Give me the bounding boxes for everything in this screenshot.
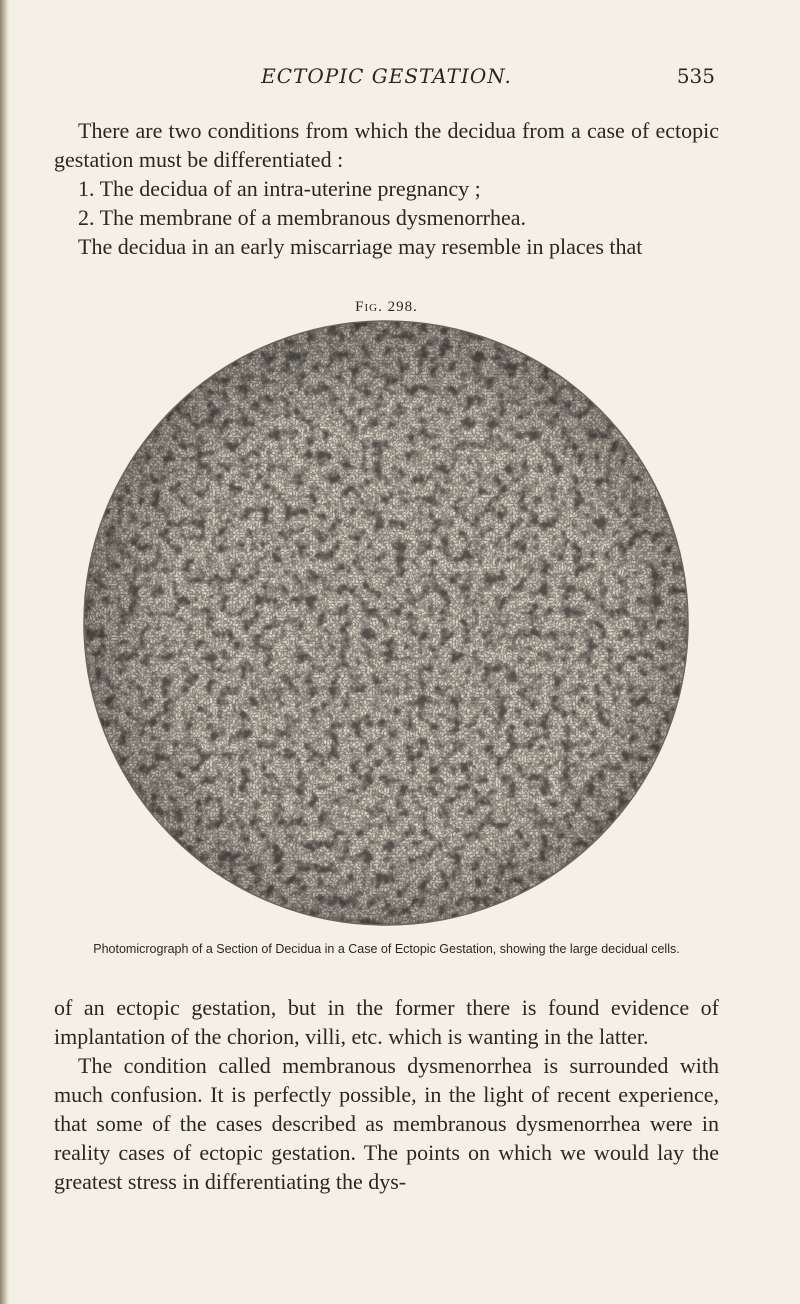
paragraph-continuation: of an ectopic gestation, but in the former there is found evidence of implantation of the chorion, villi, etc. which is wanting in the latter. (54, 995, 719, 1049)
body-text (54, 993, 719, 1196)
page-gutter (0, 0, 9, 1304)
page-header (54, 64, 719, 96)
paragraph-intro: There are two conditions from which the decidua from a case of ectopic gestation must be differentiated : (54, 118, 719, 172)
intro-text (54, 116, 719, 261)
figure-caption: Photomicrograph of a Section of Decidua in a Case of Ectopic Gestation, showing the large decidual cells. (93, 942, 680, 956)
photomicrograph-image (73, 318, 719, 944)
page-number: 535 (676, 64, 715, 88)
list-item-membranous: 2. The membrane of a membranous dysmenorrhea. (78, 205, 527, 230)
list-item-intra-uterine: 1. The decidua of an intra-uterine pregnancy ; (78, 176, 481, 201)
paragraph-miscarriage: The decidua in an early miscarriage may resemble in places that (78, 234, 643, 259)
running-title: ECTOPIC GESTATION. (261, 64, 512, 88)
paragraph-dysmenorrhea: The condition called membranous dysmenorrhea is surrounded with much confusion. It is perfectly possible, in the light of recent experience, that some of the cases described as membranous dysmenorrhea were in reality cases of ectopic gestation. The points on which we would lay the greatest stress in differentiating the dys- (54, 1053, 719, 1194)
figure-label: Fig. 298. (355, 299, 418, 315)
